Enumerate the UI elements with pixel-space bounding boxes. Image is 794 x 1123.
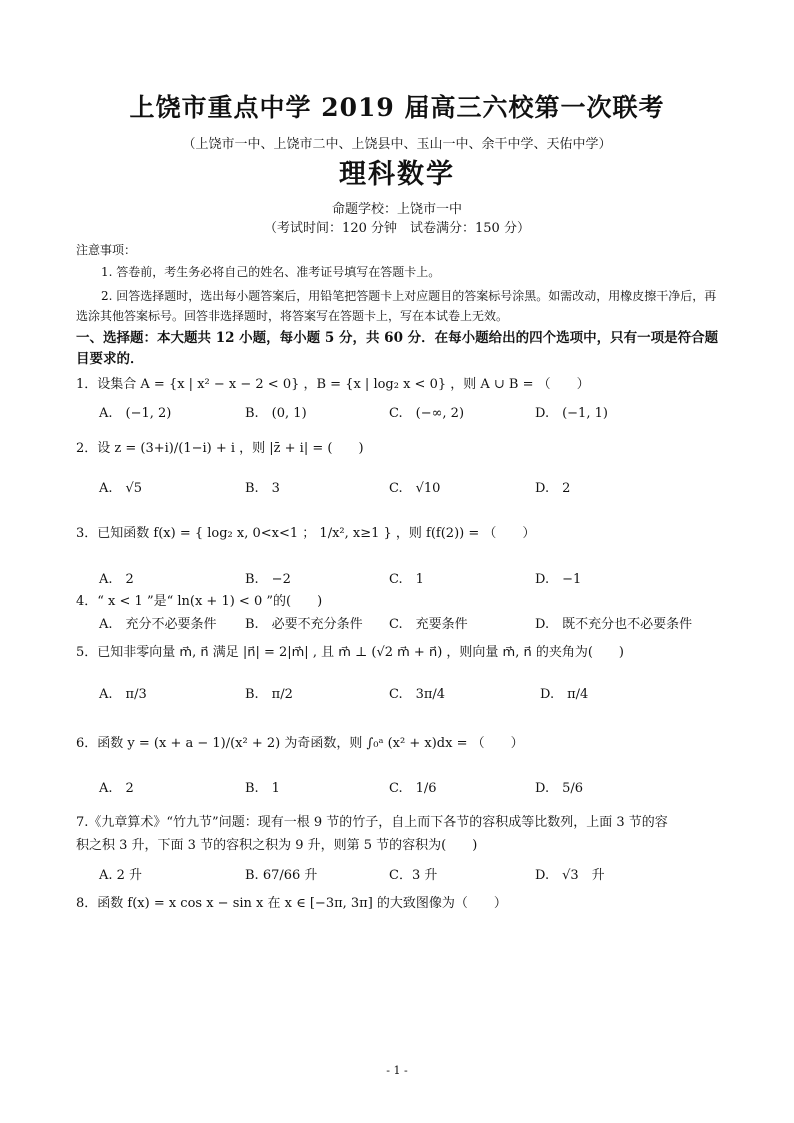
q2-option-c: C. √10 (389, 481, 441, 496)
question-7-stem-line1: 7.《九章算术》“竹九节”问题：现有一根 9 节的竹子，自上而下各节的容积成等比数列，上面 3 节的容 (76, 815, 668, 830)
exam-info: （考试时间：120 分钟 试卷满分：150 分） (264, 221, 530, 236)
question-3-stem: 3．已知函数 f(x) = { log₂ x, 0<x<1 ； 1/x², x≥1 } ，则 f(f(2)) = （ ） (76, 526, 536, 541)
q6-option-d: D. 5/6 (535, 781, 584, 796)
exam-title: 上饶市重点中学 2019 届高三六校第一次联考 (129, 93, 665, 122)
q5-option-a: A. π/3 (99, 687, 147, 702)
q1-option-d: D. (−1, 1) (535, 406, 608, 421)
section-heading: 一、选择题：本大题共 12 小题，每小题 5 分，共 60 分．在每小题给出的四个选项中，只有一项是符合题 (76, 330, 719, 346)
note-item: 2. 回答选择题时，选出每小题答案后，用铅笔把答题卡上对应题目的答案标号涂黑。如需改动，用橡皮擦干净后，再 (101, 289, 717, 303)
q3-option-d: D. −1 (535, 572, 582, 587)
q6-option-b: B. 1 (245, 781, 280, 796)
q2-option-b: B. 3 (245, 481, 280, 496)
q4-option-b: B. 必要不充分条件 (245, 617, 363, 632)
q5-option-d: D. π/4 (540, 687, 589, 702)
q4-option-c: C. 充要条件 (389, 617, 468, 632)
question-7-stem-line2: 积之积 3 升，下面 3 节的容积之积为 9 升，则第 5 节的容积为( ) (76, 838, 478, 853)
q2-option-a: A. √5 (99, 481, 143, 496)
question-4-stem: 4．“ x < 1 ”是“ ln(x + 1) < 0 ”的( ) (76, 594, 323, 609)
q6-option-c: C. 1/6 (389, 781, 437, 796)
q7-option-d: D. √3 升 (535, 868, 605, 883)
q3-option-c: C. 1 (389, 572, 424, 587)
participating-schools: （上饶市一中、上饶市二中、上饶县中、玉山一中、余干中学、天佑中学） (182, 137, 612, 152)
setter-school: 命题学校：上饶市一中 (331, 202, 462, 217)
q5-option-b: B. π/2 (245, 687, 293, 702)
subject-title: 理科数学 (339, 159, 455, 190)
page-number: - 1 - (386, 1064, 408, 1077)
q1-option-a: A. (−1, 2) (99, 406, 172, 421)
q1-option-c: C. (−∞, 2) (389, 406, 465, 421)
question-5-stem: 5．已知非零向量 m⃗, n⃗ 满足 |n⃗| = 2|m⃗| , 且 m⃗ ⊥ (√2 m⃗ + n⃗) ，则向量 m⃗, n⃗ 的夹角为( ) (76, 645, 624, 660)
q7-option-b: B. 67/66 升 (245, 868, 318, 883)
note-item: 选涂其他答案标号。回答非选择题时，将答案写在答题卡上，写在本试卷上无效。 (76, 309, 509, 323)
q3-option-a: A. 2 (99, 572, 134, 587)
q7-option-a: A. 2 升 (99, 868, 143, 883)
q3-option-b: B. −2 (245, 572, 291, 587)
q1-option-b: B. (0, 1) (245, 406, 307, 421)
q6-option-a: A. 2 (99, 781, 134, 796)
q4-option-a: A. 充分不必要条件 (99, 617, 217, 632)
note-item: 1. 答卷前，考生务必将自己的姓名、准考证号填写在答题卡上。 (101, 265, 441, 279)
question-1-stem: 1．设集合 A = {x | x² − x − 2 < 0} ，B = {x | log₂ x < 0} ，则 A ∪ B = （ ） (76, 377, 590, 392)
question-6-stem: 6．函数 y = (x + a − 1)/(x² + 2) 为奇函数，则 ∫₀ᵃ (x² + x)dx = （ ） (76, 736, 524, 751)
q2-option-d: D. 2 (535, 481, 571, 496)
q5-option-c: C. 3π/4 (389, 687, 446, 702)
notes-heading: 注意事项： (76, 243, 137, 257)
q4-option-d: D. 既不充分也不必要条件 (535, 617, 693, 632)
question-8-stem: 8．函数 f(x) = x cos x − sin x 在 x ∈ [−3π, 3π] 的大致图像为（ ） (76, 896, 507, 911)
section-heading: 目要求的． (76, 351, 144, 367)
q7-option-c: C．3 升 (389, 868, 438, 883)
question-2-stem: 2．设 z = (3+i)/(1−i) + i ，则 |z̄ + i| = ( ) (76, 441, 364, 456)
